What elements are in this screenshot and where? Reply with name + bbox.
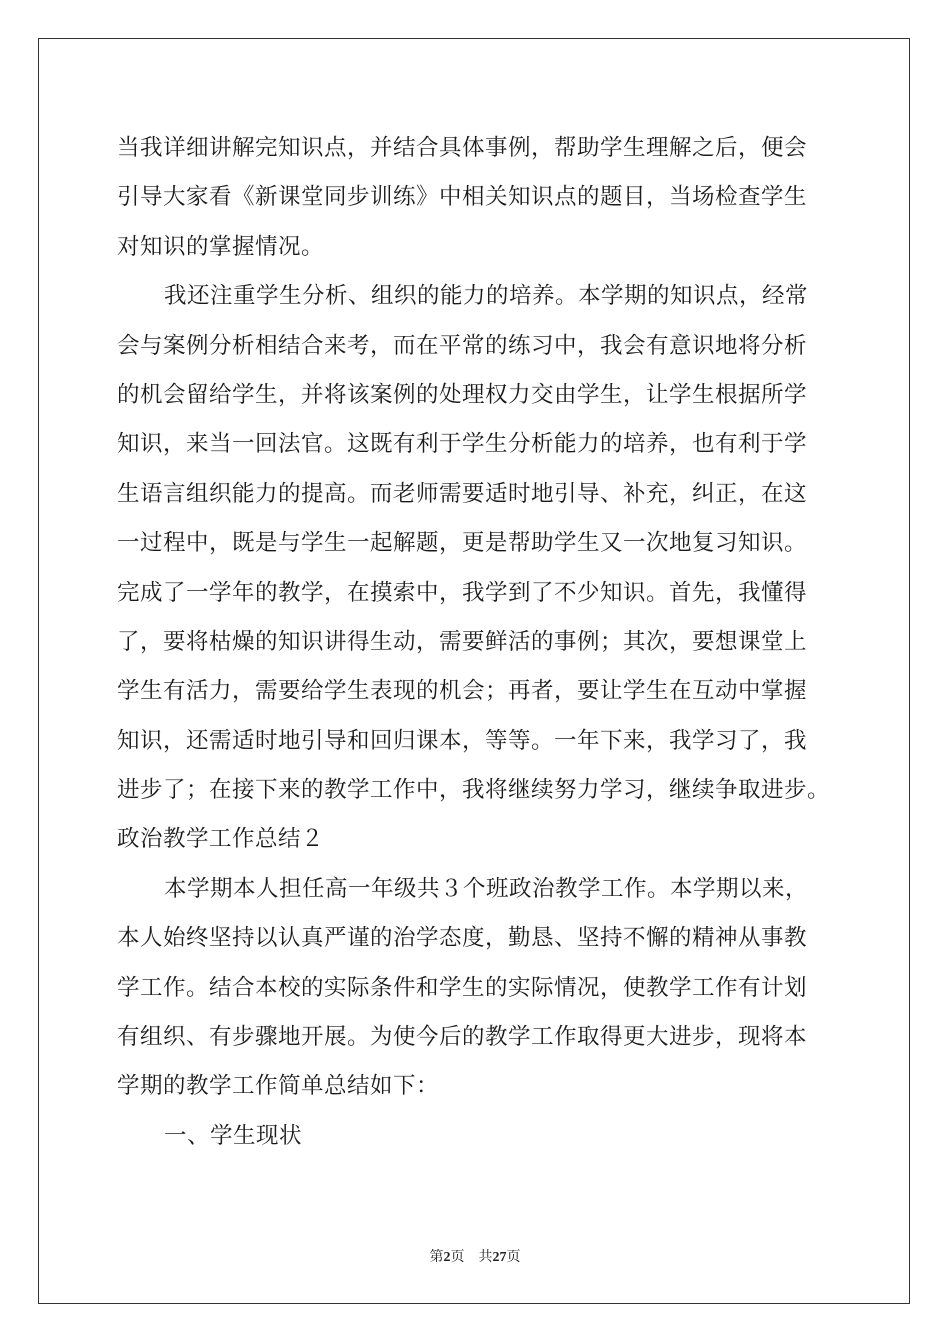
text-line: 会与案例分析相结合来考，而在平常的练习中，我会有意识地将分析 bbox=[117, 332, 808, 359]
text-line: 完成了一学年的教学，在摸索中，我学到了不少知识。首先，我懂得 bbox=[117, 579, 808, 606]
text-line: 学期的教学工作简单总结如下： bbox=[117, 1073, 440, 1100]
text-line: 的机会留给学生，并将该案例的处理权力交由学生，让学生根据所学 bbox=[117, 381, 808, 408]
text-line: 对知识的掌握情况。 bbox=[117, 233, 325, 260]
text-line: 了，要将枯燥的知识讲得生动，需要鲜活的事例；其次，要想课堂上 bbox=[117, 628, 808, 655]
text-line: 进步了；在接下来的教学工作中，我将继续努力学习，继续争取进步。 bbox=[117, 777, 831, 804]
page-suffix: 页 bbox=[450, 1249, 465, 1265]
text-line: 学生有活力，需要给学生表现的机会；再者，要让学生在互动中掌握 bbox=[117, 678, 808, 705]
total-page-count: 27 bbox=[492, 1250, 507, 1265]
section-heading: 政治教学工作总结２ bbox=[117, 826, 325, 853]
page-prefix: 第 bbox=[429, 1249, 444, 1265]
text-line: 学工作。结合本校的实际条件和学生的实际情况，使教学工作有计划 bbox=[117, 974, 808, 1001]
text-line: 一过程中，既是与学生一起解题，更是帮助学生又一次地复习知识。 bbox=[117, 530, 808, 557]
text-line: 当我详细讲解完知识点，并结合具体事例，帮助学生理解之后，便会 bbox=[117, 135, 808, 161]
text-line: 引导大家看《新课堂同步训练》中相关知识点的题目，当场检查学生 bbox=[117, 184, 808, 211]
page-footer bbox=[0, 1246, 950, 1266]
subsection-heading: 一、学生现状 bbox=[164, 1122, 303, 1149]
text-line: 知识，还需适时地引导和回归课本，等等。一年下来，我学习了，我 bbox=[117, 727, 808, 754]
text-line: 本学期本人担任高一年级共３个班政治教学工作。本学期以来， bbox=[164, 875, 809, 902]
total-suffix: 页 bbox=[506, 1249, 521, 1265]
text-line: 生语言组织能力的提高。而老师需要适时地引导、补充，纠正，在这 bbox=[117, 480, 808, 507]
text-line: 本人始终坚持以认真严谨的治学态度，勤恳、坚持不懈的精神从事教 bbox=[117, 925, 808, 952]
current-page-number: 2 bbox=[443, 1250, 451, 1265]
text-line: 知识，来当一回法官。这既有利于学生分析能力的培养，也有利于学 bbox=[117, 431, 808, 458]
text-line: 我还注重学生分析、组织的能力的培养。本学期的知识点，经常 bbox=[164, 283, 809, 310]
document-body bbox=[117, 124, 837, 1161]
total-prefix: 共 bbox=[478, 1249, 493, 1265]
text-line: 有组织、有步骤地开展。为使今后的教学工作取得更大进步，现将本 bbox=[117, 1024, 808, 1051]
